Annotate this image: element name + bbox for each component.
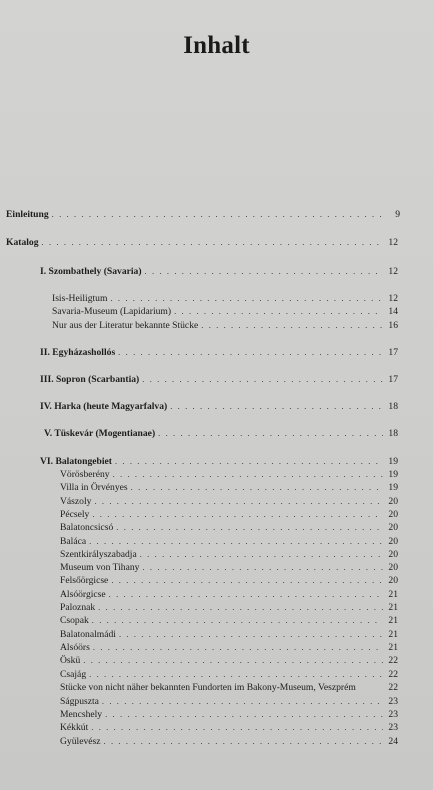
toc-entry (60, 601, 398, 613)
toc-entry (60, 495, 398, 507)
dot-leader (145, 265, 383, 277)
dot-leader (94, 495, 383, 507)
toc-entry-label: Alsóörgicse (60, 589, 106, 600)
toc-entry-label: Pécsely (60, 509, 90, 520)
toc-entry-label: Vászoly (60, 496, 92, 507)
dot-leader (111, 574, 383, 586)
dot-leader (118, 346, 383, 358)
toc-entry-page-number: 21 (388, 615, 398, 626)
dot-leader (92, 508, 383, 520)
toc-entry-label: Alsóörs (60, 642, 90, 653)
toc-entry-label: IV. Harka (heute Magyarfalva) (40, 401, 168, 412)
toc-entry-page-number: 20 (388, 522, 398, 533)
toc-entry-page-number: 23 (388, 709, 398, 720)
toc-entry-page-number: 20 (388, 509, 398, 520)
toc-entry-page-number: 17 (388, 347, 398, 358)
toc-entry (60, 521, 398, 533)
dot-leader (116, 521, 383, 533)
dot-leader (93, 641, 383, 653)
dot-leader (131, 481, 383, 493)
toc-entry (60, 561, 398, 573)
toc-entry-page-number: 20 (388, 496, 398, 507)
toc-entry (60, 735, 398, 747)
toc-entry (60, 614, 398, 626)
dot-leader (98, 601, 383, 613)
dot-leader (52, 208, 385, 220)
toc-entry-page-number: 21 (388, 589, 398, 600)
toc-entry-page-number: 18 (388, 401, 398, 412)
toc-entry-label: Museum von Tihany (60, 562, 140, 573)
toc-entry-page-number: 23 (388, 696, 398, 707)
toc-entry (60, 588, 398, 600)
toc-entry-page-number: 23 (388, 722, 398, 733)
toc-entry-label: Vörösberény (60, 469, 110, 480)
toc-entry (6, 208, 400, 220)
toc-entry-label: Stücke von nicht näher bekannten Fundorten im Bakony-Museum, Veszprém (60, 682, 356, 693)
toc-entry (60, 508, 398, 520)
toc-entry-page-number: 21 (388, 642, 398, 653)
toc-entry-page-number: 14 (388, 306, 398, 317)
dot-leader (174, 305, 383, 317)
toc-entry (44, 427, 398, 439)
toc-entry-label: Balatoncsicsó (60, 522, 114, 533)
dot-leader (91, 721, 383, 733)
toc-entry-page-number: 22 (388, 669, 398, 680)
page-title: Inhalt (183, 32, 250, 59)
toc-entry-label: Villa in Örvényes (60, 482, 128, 493)
dot-leader (92, 614, 383, 626)
toc-entry-label: Balatonalmádi (60, 629, 116, 640)
toc-entry (60, 481, 398, 493)
toc-entry (40, 373, 398, 385)
toc-entry (60, 535, 398, 547)
toc-entry-page-number: 20 (388, 549, 398, 560)
toc-entry (60, 574, 398, 586)
toc-entry (52, 319, 398, 331)
toc-entry-label: Öskü (60, 655, 81, 666)
toc-entry-page-number: 19 (388, 456, 398, 467)
toc-entry-label: Savaria-Museum (Lapidarium) (52, 306, 172, 317)
toc-entry-page-number: 20 (388, 575, 398, 586)
toc-entry-page-number: 19 (388, 482, 398, 493)
toc-entry-page-number: 18 (388, 428, 398, 439)
toc-entry-label: Gyülevész (60, 736, 101, 747)
toc-entry (60, 548, 398, 560)
toc-entry-label: I. Szombathely (Savaria) (40, 266, 142, 277)
toc-entry-page-number: 19 (388, 469, 398, 480)
toc-entry-label: III. Sopron (Scarbantia) (40, 374, 140, 385)
dot-leader (89, 668, 383, 680)
toc-entry (60, 708, 398, 720)
dot-leader (113, 468, 383, 480)
toc-entry-page-number: 12 (388, 266, 398, 277)
toc-entry-label: Baláca (60, 536, 87, 547)
dot-leader (110, 292, 383, 304)
dot-leader (201, 319, 383, 331)
toc-entry (40, 346, 398, 358)
toc-entry (40, 265, 398, 277)
toc-entry (40, 455, 398, 467)
toc-entry (52, 292, 398, 304)
dot-leader (105, 708, 383, 720)
toc-entry-page-number: 24 (388, 736, 398, 747)
toc-entry-label: Katalog (6, 237, 39, 248)
toc-entry-label: Kékkút (60, 722, 89, 733)
toc-entry (60, 628, 398, 640)
toc-entry-page-number: 12 (388, 237, 398, 248)
toc-entry (60, 468, 398, 480)
toc-entry-label: Einleitung (6, 209, 49, 220)
toc-entry (60, 681, 398, 693)
dot-leader (102, 695, 383, 707)
toc-entry (40, 400, 398, 412)
toc-entry-page-number: 20 (388, 562, 398, 573)
toc-entry (60, 721, 398, 733)
toc-entry-label: Nur aus der Literatur bekannte Stücke (52, 320, 199, 331)
toc-entry-page-number: 22 (388, 655, 398, 666)
toc-entry-page-number: 21 (388, 629, 398, 640)
toc-entry-label: Felsőörgicse (60, 575, 109, 586)
toc-entry-page-number: 16 (388, 320, 398, 331)
toc-entry-label: Isis-Heiligtum (52, 293, 108, 304)
toc-entry (60, 668, 398, 680)
toc-entry (60, 641, 398, 653)
toc-entry-label: Paloznak (60, 602, 96, 613)
toc-entry-label: Ságpuszta (60, 696, 99, 707)
dot-leader (89, 535, 383, 547)
toc-entry-label: II. Egyházashollós (40, 347, 116, 358)
toc-entry-page-number: 9 (395, 209, 400, 220)
toc-entry (60, 654, 398, 666)
dot-leader (119, 628, 383, 640)
toc-entry-label: V. Tüskevár (Mogentianae) (44, 428, 156, 439)
toc-entry-page-number: 17 (388, 374, 398, 385)
dot-leader (140, 548, 383, 560)
toc-entry-label: VI. Balatongebiet (40, 456, 112, 467)
toc-entry (60, 695, 398, 707)
toc-entry-label: Szentkirályszabadja (60, 549, 137, 560)
toc-entry (52, 305, 398, 317)
dot-leader (158, 427, 383, 439)
toc-entry-label: Csajág (60, 669, 87, 680)
dot-leader (170, 400, 383, 412)
toc-entry (6, 236, 398, 248)
dot-leader (42, 236, 383, 248)
dot-leader (109, 588, 383, 600)
dot-leader (142, 561, 383, 573)
toc-entry-page-number: 12 (388, 293, 398, 304)
toc-entry-page-number: 22 (388, 682, 398, 693)
dot-leader (83, 654, 383, 666)
toc-entry-page-number: 20 (388, 536, 398, 547)
toc-entry-label: Csopak (60, 615, 89, 626)
dot-leader (142, 373, 383, 385)
toc-entry-label: Mencshely (60, 709, 103, 720)
dot-leader (115, 455, 383, 467)
toc-entry-page-number: 21 (388, 602, 398, 613)
dot-leader (104, 735, 384, 747)
